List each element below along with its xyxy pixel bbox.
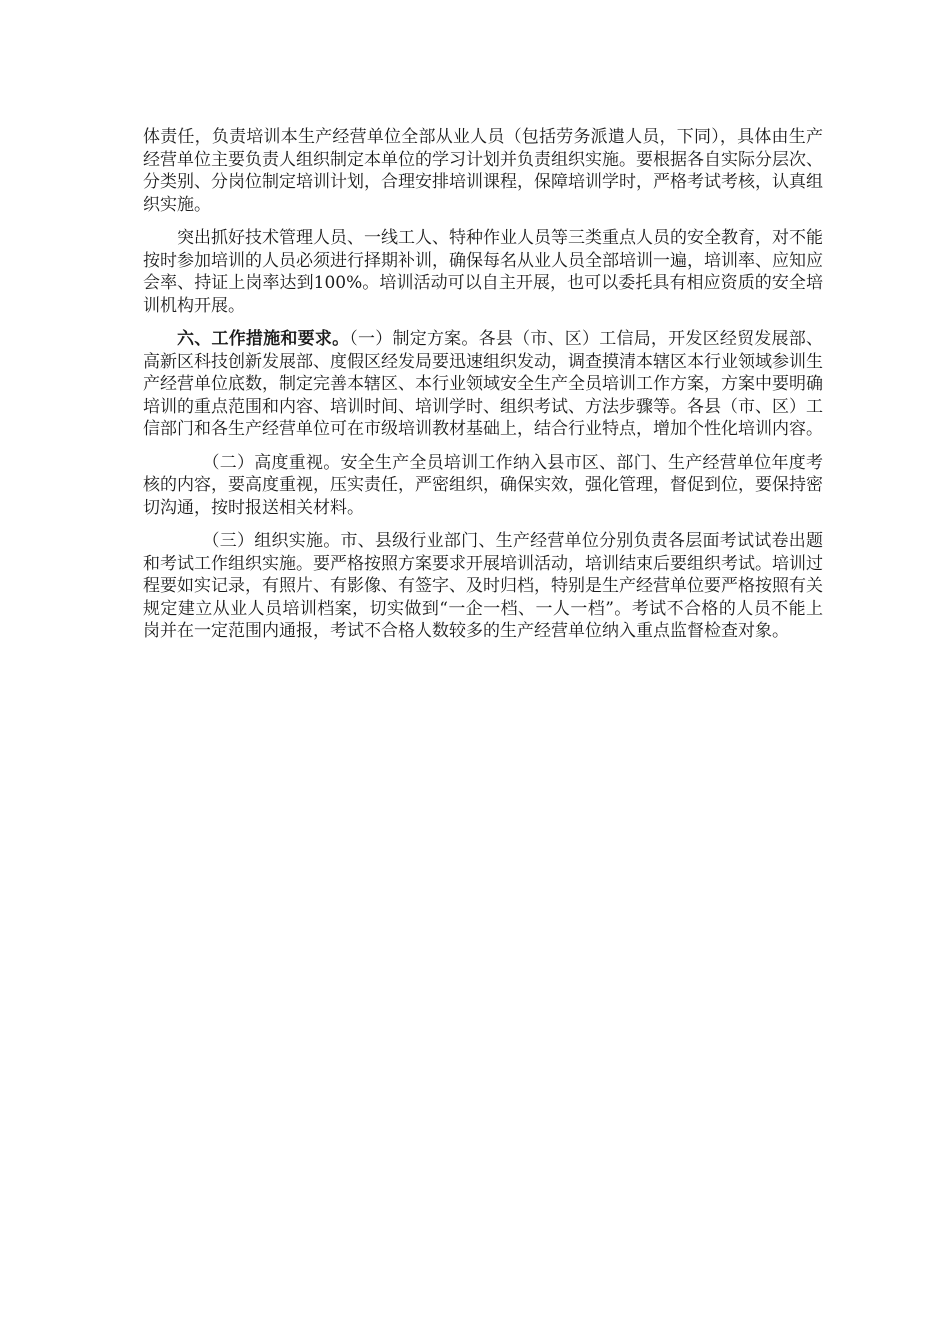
paragraph-text: 体责任，负责培训本生产经营单位全部从业人员（包括劳务派遣人员，下同），具体由生产经营单位主要负责人组织制定本单位的学习计划并负责组织实施。要根据各自实际分层次、分类别、分岗位制定培训计划，合理安排培训课程，保障培训学时，严格考试考核，认真组织实施。 [143, 127, 823, 215]
paragraph-text: （三）组织实施。市、县级行业部门、生产经营单位分别负责各层面考试试卷出题和考试工作组织实施。要严格按照方案要求开展培训活动，培训结束后要组织考试。培训过程要如实记录，有照片、有影像、有签字、及时归档，特别是生产经营单位要严格按照有关规定建立从业人员培训档案，切实做到“一企一档、一人一档”。考试不合格的人员不能上岗并在一定范围内通报，考试不合格人数较多的生产经营单位纳入重点监督检查对象。 [143, 531, 823, 641]
paragraph-text: （一）制定方案。各县（市、区）工信局，开发区经贸发展部、高新区科技创新发展部、度假区经发局要迅速组织发动，调查摸清本辖区本行业领域参训生产经营单位底数，制定完善本辖区、本行业领域安全生产全员培训工作方案，方案中要明确培训的重点范围和内容、培训时间、培训学时、组织考试、方法步骤等。各县（市、区）工信部门和各生产经营单位可在市级培训教材基础上，结合行业特点，增加个性化培训内容。 [143, 329, 823, 439]
section-heading: 六、工作措施和要求。 [177, 329, 350, 349]
paragraph-attention [143, 452, 823, 520]
paragraph-text: 突出抓好技术管理人员、一线工人、特种作业人员等三类重点人员的安全教育，对不能按时参加培训的人员必须进行择期补训，确保每名从业人员全部培训一遍，培训率、应知应会率、持证上岗率达到100%。培训活动可以自主开展，也可以委托具有相应资质的安全培训机构开展。 [143, 228, 823, 316]
paragraph-implementation [143, 530, 823, 643]
paragraph-key-personnel [143, 227, 823, 317]
paragraph-text: （二）高度重视。安全生产全员培训工作纳入县市区、部门、生产经营单位年度考核的内容，要高度重视，压实责任，严密组织，确保实效，强化管理，督促到位，要保持密切沟通，按时报送相关材料。 [143, 452, 823, 518]
document-body [143, 126, 823, 654]
paragraph-responsibility [143, 126, 823, 216]
paragraph-measures [143, 328, 823, 441]
